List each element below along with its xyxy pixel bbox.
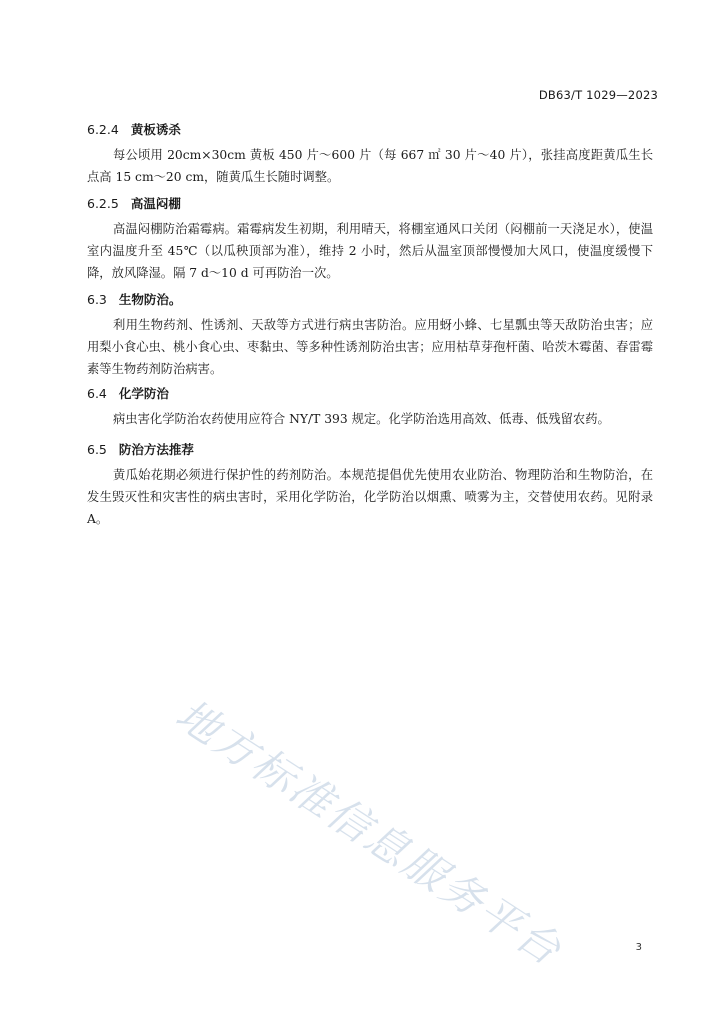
section-number: 6.2.4 <box>87 122 119 137</box>
section-title: 化学防治 <box>118 386 169 401</box>
section-paragraph-6-4: 病虫害化学防治农药使用应符合 NY/T 393 规定。化学防治选用高效、低毒、低残留农药。 <box>113 412 610 426</box>
section-title: 黄板诱杀 <box>130 122 181 137</box>
section-paragraph-6-3: 利用生物药剂、性诱剂、天敌等方式进行病虫害防治。应用蚜小蜂、七星瓢虫等天敌防治虫害；应用梨小食心虫、桃小食心虫、枣黏虫、等多种性诱剂防治虫害；应用枯草芽孢杆菌、哈茨木霉菌、春雷霉素等生物药剂防治病害。 <box>87 318 653 376</box>
section-title: 生物防治。 <box>118 292 182 307</box>
watermark-text: 地方标准信息服务平台 <box>167 689 572 976</box>
section-heading-6-4 <box>87 384 169 402</box>
document-code: DB63/T 1029—2023 <box>538 88 658 102</box>
section-title: 高温闷棚 <box>130 196 181 211</box>
section-title: 防治方法推荐 <box>118 442 194 457</box>
section-heading-6-2-5 <box>87 194 181 212</box>
section-number: 6.2.5 <box>87 196 119 211</box>
section-number: 6.4 <box>87 386 107 401</box>
section-heading-6-3 <box>87 290 181 308</box>
section-number: 6.5 <box>87 442 107 457</box>
section-paragraph-6-5: 黄瓜始花期必须进行保护性的药剂防治。本规范提倡优先使用农业防治、物理防治和生物防治，在发生毁灭性和灾害性的病虫害时，采用化学防治，化学防治以烟熏、喷雾为主，交替使用农药。见附录A。 <box>87 468 653 526</box>
section-number: 6.3 <box>87 292 107 307</box>
section-heading-6-5 <box>87 440 194 458</box>
section-heading-6-2-4 <box>87 120 181 138</box>
section-paragraph-6-2-4: 每公顷用 20cm×30cm 黄板 450 片～600 片（每 667 ㎡ 30 片～40 片），张挂高度距黄瓜生长点高 15 cm～20 cm，随黄瓜生长随时调整。 <box>87 148 653 184</box>
page-number: 3 <box>635 942 642 953</box>
section-paragraph-6-2-5: 高温闷棚防治霜霉病。霜霉病发生初期，利用晴天，将棚室通风口关闭（闷棚前一天浇足水），使温室内温度升至 45℃（以瓜秧顶部为准），维持 2 小时，然后从温室顶部慢慢加大风口，使温度缓慢下降，放风降湿。隔 7 d～10 d 可再防治一次。 <box>87 222 653 280</box>
